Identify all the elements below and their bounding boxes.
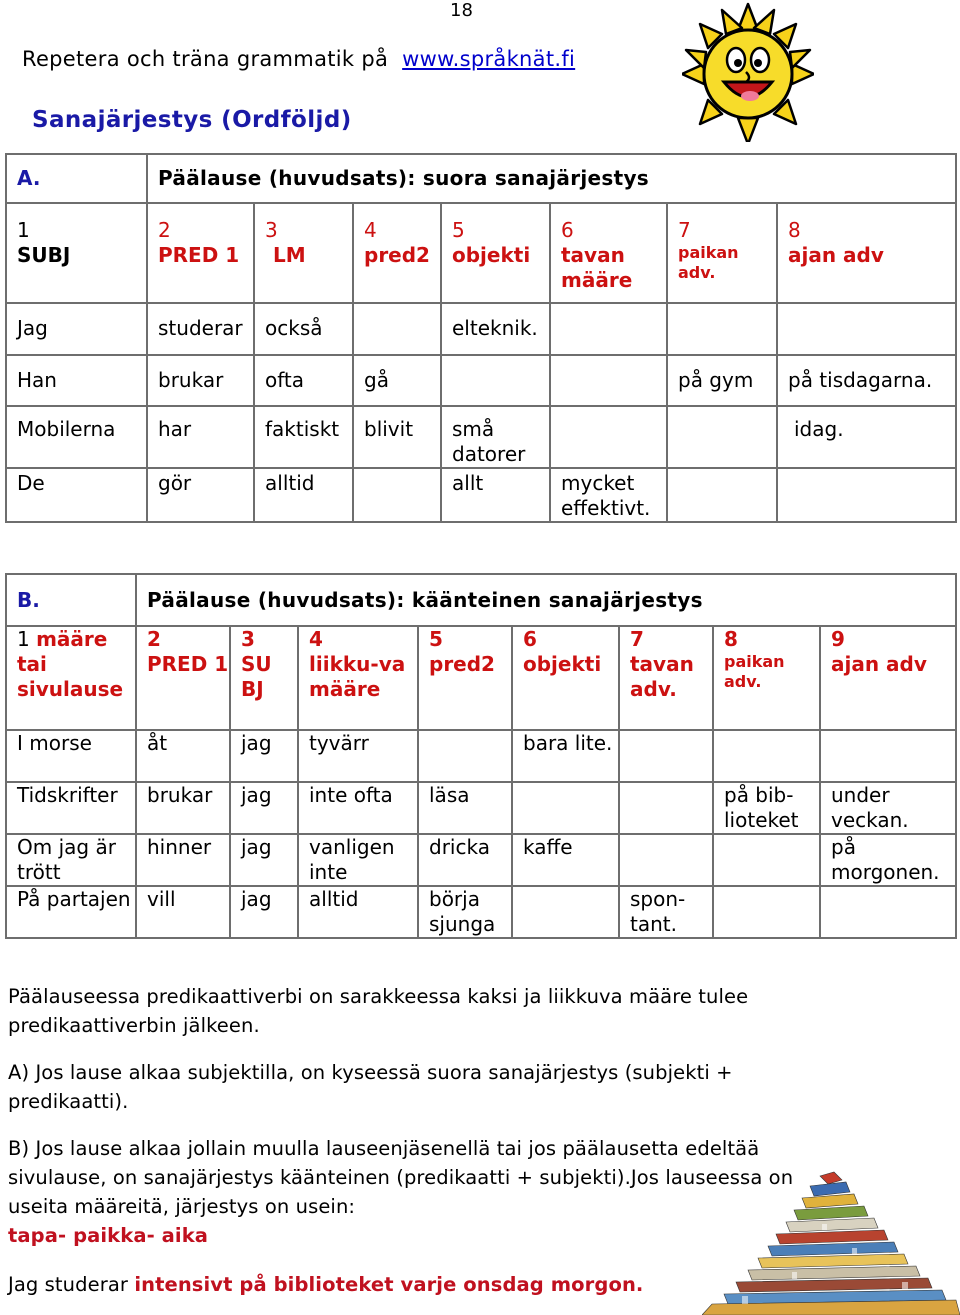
table-row: Om jag är trött hinner jag vanligen inte dricka kaffe på morgonen. [6,834,956,886]
paragraph-inverted-order: B) Jos lause alkaa jollain muulla lauseenjäsenellä tai jos päälausetta edeltää sivulause, on sanajärjestys käänteinen (predikaatti + subjekti).Jos lauseessa on useita määreitä, järjestys on usein: tapa- paikka- aika [8,1137,794,1247]
header-cell: 7 tavan adv. [619,626,713,730]
section-a-title-cell [147,154,956,203]
header-cell: 4 liikku-va määre [298,626,418,730]
header-cell: 7 paikan adv. [667,203,777,303]
header-cell: 9 ajan adv [820,626,956,730]
table-b-header-row [6,626,956,730]
sun-illustration [682,2,814,142]
header-cell: 3 LM [254,203,353,303]
table-row: De gör alltid allt mycket effektivt. [6,468,956,522]
section-b-letter: B. [17,587,40,612]
header-cell: 5 pred2 [418,626,512,730]
header-cell: 5 objekti [441,203,550,303]
header-cell: 8 paikan adv. [713,626,820,730]
header-cell: 8 ajan adv [777,203,956,303]
table-straight-word-order [5,153,957,523]
manner-place-time-rule: tapa- paikka- aika [8,1224,209,1247]
section-b-letter-cell [6,574,136,626]
header-cell: 1 SUBJ [6,203,147,303]
header-cell: 4 pred2 [353,203,441,303]
table-row: På partajen vill jag alltid börja sjunga spon-tant. [6,886,956,938]
section-b-title-cell [136,574,956,626]
table-row: Jag studerar också elteknik. [6,303,956,355]
section-a-title: Päälause (huvudsats): suora sanajärjestys [158,166,649,190]
section-a-letter: A. [17,166,41,190]
header-cell: 2 PRED 1 [147,203,254,303]
section-a-letter-cell [6,154,147,203]
page-title: Sanajärjestys (Ordföljd) [32,107,352,133]
website-link[interactable]: www.språknät.fi [402,47,576,71]
table-inverted-word-order [5,573,957,939]
table-row: I morse åt jag tyvärr bara lite. [6,730,956,782]
paragraph-predicate-rule: Päälauseessa predikaattiverbi on sarakkeessa kaksi ja liikkuva määre tulee predikaattiverbin jälkeen. [8,985,749,1037]
section-b-title: Päälause (huvudsats): käänteinen sanajärjestys [147,587,703,612]
paragraph-straight-order: A) Jos lause alkaa subjektilla, on kyseessä suora sanajärjestys (subjekti + predikaatti). [8,1061,733,1113]
header-cell: 6 tavan määre [550,203,667,303]
table-row: Mobilerna har faktiskt blivit små datorer idag. [6,406,956,468]
header-cell: 2 PRED 1 [136,626,230,730]
header-cell: 6 objekti [512,626,619,730]
book-stack-illustration [702,1170,960,1315]
page-number: 18 [450,0,473,21]
table-row: Han brukar ofta gå på gym på tisdagarna. [6,355,956,406]
page-header [22,47,575,71]
table-row: Tidskrifter brukar jag inte ofta läsa på bib-lioteket under veckan. [6,782,956,834]
header-cell: 3 SU BJ [230,626,298,730]
header-text: Repetera och träna grammatik på [22,47,389,71]
example-sentence: Jag studerar intensivt på biblioteket varje onsdag morgon. [8,1273,644,1296]
header-cell: 1 määre tai sivulause [6,626,136,730]
table-a-header-row [6,203,956,303]
